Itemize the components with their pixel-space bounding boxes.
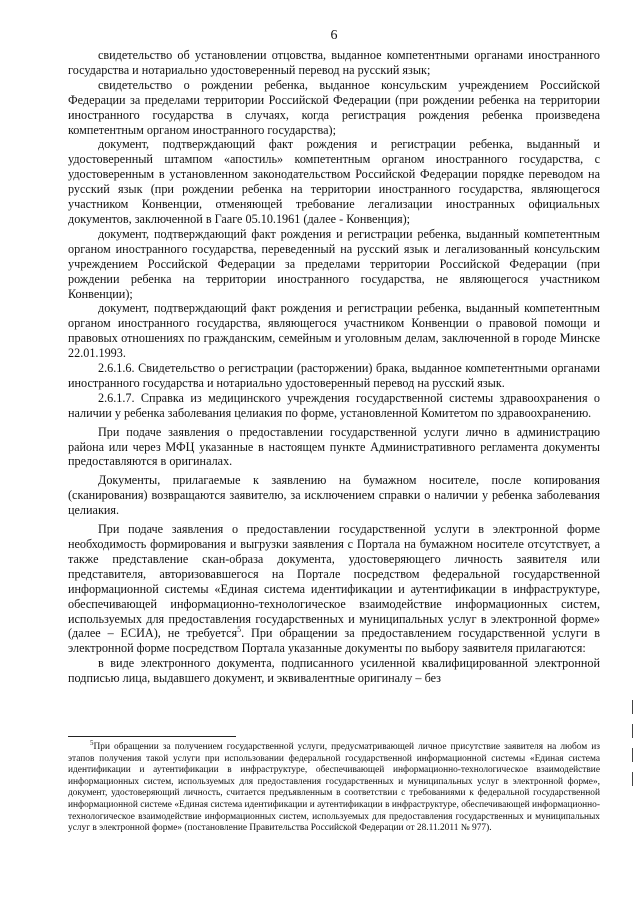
paragraph-legalized-document: документ, подтверждающий факт рождения и регистрации ребенка, выданный компетентным органом иностранного государства, переведенный на русский язык и легализованный консульским учреждением Российской Федерации за пределами территории Российской Федерации (при рождении ребенка на территории иностранного государства, не являющегося участником Конвенции); (68, 226, 600, 301)
page-number: 6 (330, 28, 338, 43)
paragraph-paternity-certificate: свидетельство об установлении отцовства, выданное компетентными органами иностранного государства и нотариально удостоверенный перевод на русский язык; (68, 48, 600, 77)
paragraph-paper-documents-return: Документы, прилагаемые к заявлению на бумажном носителе, после копирования (сканирования) возвращаются заявителю, за исключением справки о наличии у ребенка заболевания целиакия. (68, 473, 600, 518)
paragraph-2-6-1-7: 2.6.1.7. Справка из медицинского учреждения государственной системы здравоохранения о наличии у ребенка заболевания целиакия по форме, установленной Комитетом по здравоохранению. (68, 390, 600, 420)
paragraph-electronic-document: в виде электронного документа, подписанного усиленной квалифицированной электронной подписью лица, выдавшего документ, и эквивалентные оригиналу – без (68, 656, 600, 686)
footnote-reference: 5 (237, 625, 242, 635)
edge-mark (632, 772, 633, 786)
edge-mark (632, 700, 633, 714)
footnote-text: При обращении за получением государственной услуги, предусматривающей личное присутствие заявителя на любом из этапов получения такой услуги при использовании федеральной государственной информационной системы «Единая система идентификации и аутентификации в инфраструктуре, обеспечивающей информационно-технологическое взаимодействие информационных систем, используемых для предоставления государственных и муниципальных услуг в электронной форме», документ, удостоверяющий личность, считается предъявленным в соответствии с требованиями к федеральной государственной информационной системе «Единая система идентификации и аутентификации в инфраструктуре, обеспечивающей информационно-технологическое взаимодействие информационных систем, используемых для предоставления государственных и муниципальных услуг в электронной форме» (постановление Правительства Российской Федерации от 28.11.2011 № 977). (68, 742, 600, 834)
paragraph-portal-submission (68, 522, 600, 656)
edge-mark (632, 724, 633, 738)
portal-text: При подаче заявления о предоставлении государственной услуги в электронной форме необходимость формирования и выгрузки заявления с Портала на бумажном носителе отсутствует, а также представление скан-образа документа, удостоверяющего личность заявителя или представителя, авторизовавшегося на Портале посредством федеральной государственной информационной системы «Единая система идентификации и аутентификации в инфраструктуре, обеспечивающей информационно-технологическое взаимодействие информационных систем, используемых для предоставления государственных и муниципальных услуг в электронной форме» (далее – ЕСИА), не требуется (68, 522, 600, 641)
paragraph-2-6-1-6: 2.6.1.6. Свидетельство о регистрации (расторжении) брака, выданное компетентными органами иностранного государства и нотариально удостоверенный перевод на русский язык. (68, 361, 600, 390)
paragraph-apostille-document: документ, подтверждающий факт рождения и регистрации ребенка, выданный и удостоверенный штампом «апостиль» компетентным органом иностранного государства, с удостоверенным в установленном законодательством Российской Федерации порядке переводом на русский язык (при рождении ребенка на территории иностранного государства, являющегося участником Конвенции, отменяющей требование легализации иностранных официальных документов, заключенной в Гааге 05.10.1961 (далее - Конвенция); (68, 137, 600, 226)
footnotes (68, 738, 600, 835)
paragraph-minsk-convention-document: документ, подтверждающий факт рождения и регистрации ребенка, выданный компетентным органом иностранного государства, являющегося участником Конвенции о правовой помощи и правовых отношениях по гражданским, семейным и уголовным делам, заключенной в городе Минске 22.01.1993. (68, 301, 600, 361)
footnote-mark: 5 (90, 738, 94, 747)
paragraph-in-person-submission: При подаче заявления о предоставлении государственной услуги лично в администрацию района или через МФЦ указанные в настоящем пункте Административного регламента документы предоставляются в оригиналах. (68, 424, 600, 469)
scan-edge-marks (630, 690, 636, 850)
edge-mark (632, 748, 633, 762)
footnote-5 (68, 738, 600, 835)
portal-text-tail: . При обращении за предоставлением государственной услуги в электронной форме посредством Портала указанные документы по выбору заявителя прилагаются: (68, 626, 600, 656)
footnote-divider (68, 736, 236, 737)
paragraph-consular-birth-certificate: свидетельство о рождении ребенка, выданное консульским учреждением Российской Федерации за пределами территории Российской Федерации (при рождении ребенка на территории иностранного государства в случаях, когда регистрация рождения ребенка произведена компетентным органом иностранного государства); (68, 77, 600, 137)
